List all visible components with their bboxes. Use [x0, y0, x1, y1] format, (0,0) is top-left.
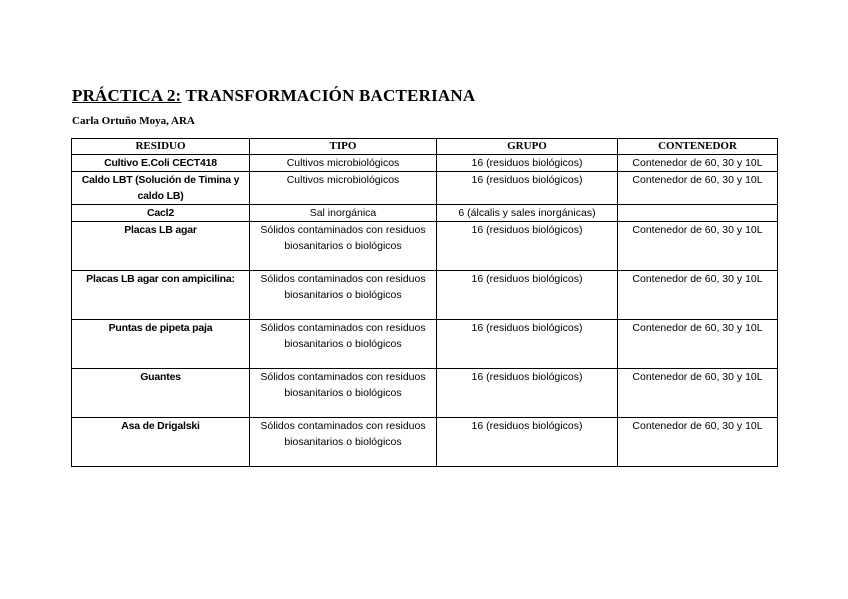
- waste-table: [71, 138, 778, 467]
- document-title-lead: PRÁCTICA 2:: [72, 86, 182, 105]
- cell-tipo: Sólidos contaminados con residuos biosanitarios o biológicos: [250, 369, 437, 418]
- header-residuo: RESIDUO: [72, 139, 250, 155]
- document-title-rest: TRANSFORMACIÓN BACTERIANA: [181, 86, 476, 105]
- header-tipo: TIPO: [250, 139, 437, 155]
- cell-contenedor: Contenedor de 60, 30 y 10L: [618, 418, 778, 467]
- cell-contenedor: [618, 205, 778, 222]
- table-row: [72, 369, 778, 418]
- cell-grupo: 16 (residuos biológicos): [437, 172, 618, 205]
- cell-residuo: Caldo LBT (Solución de Timina y caldo LB): [72, 172, 250, 205]
- cell-tipo: Sal inorgánica: [250, 205, 437, 222]
- cell-residuo: Placas LB agar con ampicilina:: [72, 271, 250, 320]
- cell-residuo: Cacl2: [72, 205, 250, 222]
- table-row: [72, 205, 778, 222]
- cell-grupo: 16 (residuos biológicos): [437, 155, 618, 172]
- table-row: [72, 271, 778, 320]
- document-title: [72, 86, 475, 106]
- cell-tipo: Sólidos contaminados con residuos biosanitarios o biológicos: [250, 320, 437, 369]
- cell-grupo: 16 (residuos biológicos): [437, 320, 618, 369]
- table-row: [72, 155, 778, 172]
- table-row: [72, 320, 778, 369]
- cell-grupo: 16 (residuos biológicos): [437, 418, 618, 467]
- cell-contenedor: Contenedor de 60, 30 y 10L: [618, 222, 778, 271]
- table-row: [72, 172, 778, 205]
- cell-tipo: Sólidos contaminados con residuos biosanitarios o biológicos: [250, 418, 437, 467]
- table-row: [72, 222, 778, 271]
- cell-grupo: 16 (residuos biológicos): [437, 271, 618, 320]
- cell-residuo: Cultivo E.Coli CECT418: [72, 155, 250, 172]
- cell-tipo: Sólidos contaminados con residuos biosanitarios o biológicos: [250, 271, 437, 320]
- table-row: [72, 418, 778, 467]
- cell-grupo: 16 (residuos biológicos): [437, 222, 618, 271]
- cell-grupo: 16 (residuos biológicos): [437, 369, 618, 418]
- cell-contenedor: Contenedor de 60, 30 y 10L: [618, 369, 778, 418]
- cell-tipo: Cultivos microbiológicos: [250, 172, 437, 205]
- cell-contenedor: Contenedor de 60, 30 y 10L: [618, 271, 778, 320]
- cell-residuo: Guantes: [72, 369, 250, 418]
- cell-residuo: Puntas de pipeta paja: [72, 320, 250, 369]
- cell-residuo: Asa de Drigalski: [72, 418, 250, 467]
- table-header-row: [72, 139, 778, 155]
- cell-grupo: 6 (álcalis y sales inorgánicas): [437, 205, 618, 222]
- cell-tipo: Sólidos contaminados con residuos biosanitarios o biológicos: [250, 222, 437, 271]
- cell-residuo: Placas LB agar: [72, 222, 250, 271]
- cell-contenedor: Contenedor de 60, 30 y 10L: [618, 320, 778, 369]
- header-grupo: GRUPO: [437, 139, 618, 155]
- header-contenedor: CONTENEDOR: [618, 139, 778, 155]
- cell-contenedor: Contenedor de 60, 30 y 10L: [618, 172, 778, 205]
- document-author: Carla Ortuño Moya, ARA: [72, 115, 195, 127]
- cell-contenedor: Contenedor de 60, 30 y 10L: [618, 155, 778, 172]
- cell-tipo: Cultivos microbiológicos: [250, 155, 437, 172]
